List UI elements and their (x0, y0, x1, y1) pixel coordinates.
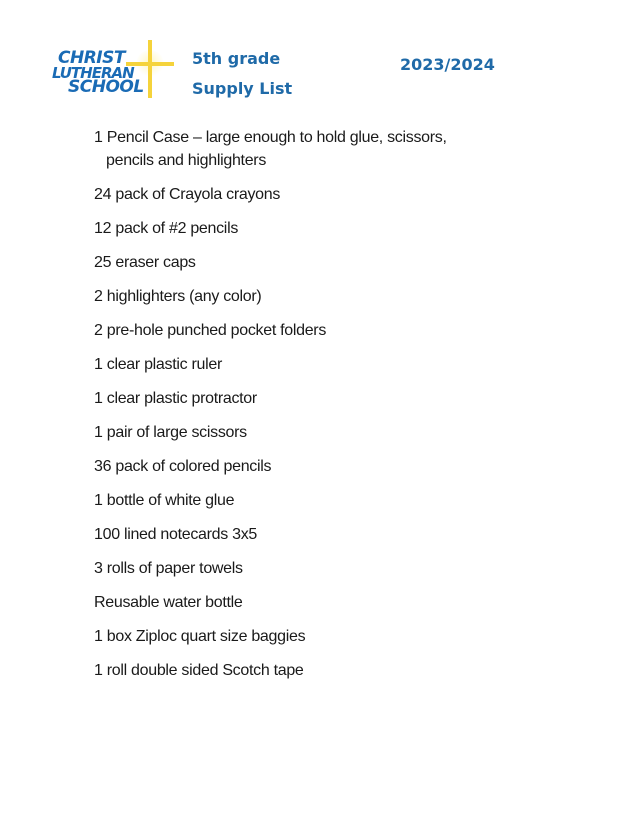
list-item (94, 251, 564, 274)
list-item-text: 25 eraser caps (94, 254, 196, 271)
list-item-text: 2 pre-hole punched pocket folders (94, 322, 327, 339)
list-item (94, 625, 564, 648)
list-item-text: 1 pair of large scissors (94, 424, 247, 441)
list-item-text: 1 clear plastic protractor (94, 390, 257, 407)
list-item (94, 285, 564, 308)
list-item-text: 24 pack of Crayola crayons (94, 186, 281, 203)
list-item-text: 1 Pencil Case – large enough to hold glue, scissors, (94, 129, 447, 146)
page-title: Supply List (192, 79, 293, 98)
list-item (94, 421, 564, 444)
list-item-text: 1 bottle of white glue (94, 492, 235, 509)
list-item-text: 1 box Ziploc quart size baggies (94, 628, 306, 645)
logo-line-3: SCHOOL (68, 77, 144, 97)
list-item (94, 591, 564, 614)
list-item (94, 319, 564, 342)
list-item (94, 489, 564, 512)
list-item (94, 217, 564, 240)
list-item-text: 3 rolls of paper towels (94, 560, 243, 577)
list-item-text: 36 pack of colored pencils (94, 458, 272, 475)
list-item (94, 455, 564, 478)
list-item-text: 1 roll double sided Scotch tape (94, 662, 304, 679)
list-item (94, 523, 564, 546)
school-year: 2023/2024 (400, 55, 495, 74)
list-item-text: Reusable water bottle (94, 594, 243, 611)
list-item-text: 1 clear plastic ruler (94, 356, 222, 373)
logo-line-1: CHRIST (58, 48, 125, 68)
list-item-text: 12 pack of #2 pencils (94, 220, 239, 237)
list-item (94, 126, 564, 172)
supply-list (94, 126, 564, 693)
list-item (94, 659, 564, 682)
list-item (94, 557, 564, 580)
list-item (94, 353, 564, 376)
list-item (94, 183, 564, 206)
school-logo (52, 38, 176, 100)
list-item-continuation: pencils and highlighters (106, 152, 267, 169)
list-item (94, 387, 564, 410)
grade-heading: 5th grade (192, 49, 281, 68)
list-item-text: 100 lined notecards 3x5 (94, 526, 257, 543)
list-item-text: 2 highlighters (any color) (94, 288, 262, 305)
logo-line-2: LUTHERAN (52, 64, 134, 82)
